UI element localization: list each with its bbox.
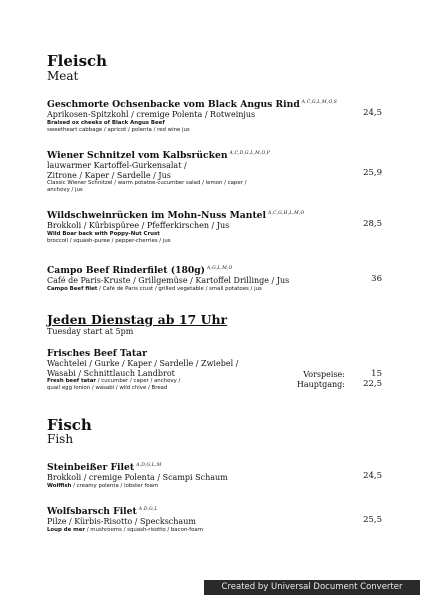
- tuesday-special: [47, 313, 227, 336]
- dish-description: lauwarmer Kartoffel-Gurkensalat /: [47, 161, 187, 171]
- dish-english-description: anchovy / jus: [47, 187, 83, 194]
- section-subtitle-meat: Meat: [47, 69, 79, 83]
- dish-name: Wildschweinrücken im Mohn-Nuss Mantel: [47, 210, 267, 222]
- dish-english-description: / creamy polenta / lobster foam: [71, 482, 159, 489]
- dish-english-description: quail egg lonion / wasabi / wild chive / Bread: [47, 385, 168, 391]
- tuesday-title: Jeden Dienstag ab 17 Uhr: [47, 312, 228, 327]
- dish-name: Campo Beef Rinderfilet: [47, 265, 168, 277]
- dish-english-description: sweetheart cabbage / apricot / polenta / red wine jus: [47, 126, 190, 133]
- dish-english-name: Wild Boar back with Poppy-Nut Crust: [47, 230, 160, 237]
- dish-name: Frisches Beef Tatar: [47, 348, 147, 359]
- dish-english-description: / mushrooms / squash-risotto / bacon-foam: [85, 526, 203, 533]
- dish-description: Aprikosen-Spitzkohl / cremige Polenta / Rotweinjus: [47, 110, 256, 120]
- dish-price: 24,5: [363, 471, 382, 481]
- allergen-codes: A,C,G,L,M,O,S: [301, 100, 338, 105]
- dish-price: 36: [371, 274, 382, 284]
- dish-description: Brokkoli / Kürbispüree / Pfefferkirschen / Jus: [47, 221, 230, 231]
- menu-item: [47, 263, 382, 293]
- watermark: Created by Universal Document Converter: [204, 580, 420, 595]
- label-main: Hauptgang:: [296, 379, 345, 389]
- dish-description: Zitrone / Kaper / Sardelle / Jus: [47, 170, 171, 180]
- dish-description: Wasabi / Schnittlauch Landbrot: [47, 368, 175, 378]
- menu-item: [47, 97, 382, 134]
- dish-weight: (180g): [170, 265, 206, 277]
- allergen-codes: A,C,D,G,L,M,O,P: [229, 151, 271, 156]
- allergen-codes: A,D,G,L: [138, 507, 158, 512]
- price-main: 22,5: [363, 378, 382, 389]
- dish-english-description: / cucumber / caper / anchovy /: [96, 378, 181, 384]
- dish-price: 28,5: [363, 219, 382, 229]
- dish-english-name: Fresh beef tatar: [47, 378, 97, 384]
- dish-name: Wolfsbarsch Filet: [47, 506, 137, 518]
- tuesday-subtitle: Tuesday start at 5pm: [47, 327, 134, 336]
- dish-name: Wiener Schnitzel vom Kalbsrücken: [47, 150, 228, 162]
- menu-item: [47, 208, 382, 245]
- allergen-codes: A,D,G,L,M: [136, 463, 162, 468]
- dish-description: Pilze / Kürbis-Risotto / Speckschaum: [47, 517, 196, 527]
- menu-item: [47, 504, 382, 534]
- allergen-codes: A,G,L,M,O: [207, 266, 233, 271]
- dish-description: Café de Paris-Kruste / Grillgemüse / Kartoffel Drillinge / Jus: [47, 276, 290, 286]
- dish-name: Geschmorte Ochsenbacke vom Black Angus Rind: [47, 99, 300, 111]
- dish-english-name: Wolffish: [47, 482, 72, 489]
- section-title-fleisch: Fleisch: [47, 52, 108, 70]
- menu-item: [47, 148, 382, 194]
- dish-price: 25,9: [363, 168, 382, 178]
- price-starter: 15: [371, 369, 382, 379]
- menu-item: [47, 460, 382, 490]
- section-title-fisch: Fisch: [47, 416, 92, 434]
- dish-price: 25,5: [363, 515, 382, 525]
- label-starter: Vorspeise:: [303, 370, 345, 379]
- dish-price: 24,5: [363, 108, 382, 118]
- dish-english-name: Campo Beef filet: [47, 285, 98, 292]
- dish-name: Steinbeißer Filet: [47, 462, 135, 474]
- dish-description: Wachtelei / Gurke / Kaper / Sardelle / Zwiebel /: [47, 359, 239, 368]
- dish-description: Brokkoli / cremige Polenta / Scampi Schaum: [47, 473, 228, 483]
- dish-english-description: / Café de Paris crust / grilled vegetable / small potatoes / jus: [97, 285, 262, 292]
- allergen-codes: A,C,G,H,L,M,O: [268, 211, 305, 216]
- dish-english-name: Loup de mer: [47, 526, 86, 533]
- dish-english-description: broccoli / squash-puree / pepper-cherries / jus: [47, 237, 171, 244]
- dish-english-name: Braised ox cheeks of Black Angus Beef: [47, 119, 165, 126]
- dish-english-description: Classic Wiener Schnitzel / warm potatoe-cucumber salad / lemon / caper /: [47, 180, 247, 187]
- section-subtitle-fish: Fish: [47, 432, 74, 446]
